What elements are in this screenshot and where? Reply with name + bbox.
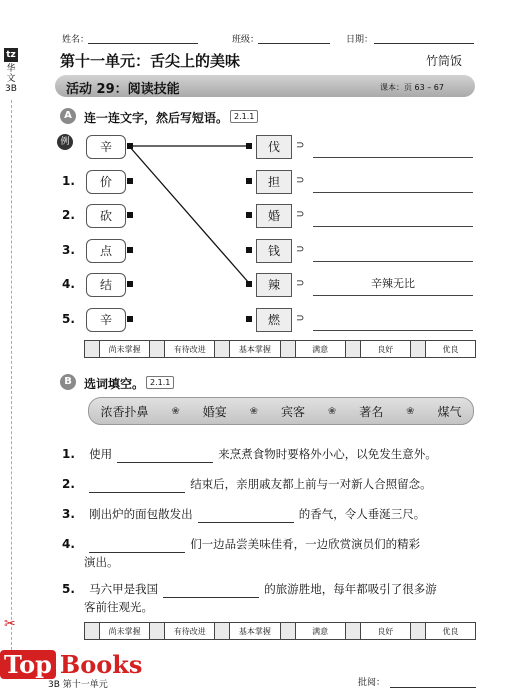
side-tag-line1: 华: [6, 64, 16, 74]
assess-label: 有待改进: [173, 344, 206, 354]
question-3: [62, 503, 482, 523]
side-tag-line3: 3B: [5, 84, 17, 94]
watermark-logo: [0, 650, 142, 679]
left-character-box: 价: [86, 170, 126, 194]
unit-title: 第十一单元：舌尖上的美味: [60, 52, 241, 70]
question-text-before: 使用: [89, 447, 113, 461]
row-number: 2.: [62, 208, 75, 222]
assess-check[interactable]: [281, 623, 296, 639]
answer-blank[interactable]: [89, 538, 185, 553]
right-character-box: 钱: [256, 239, 292, 263]
section-a-badge: A: [60, 108, 76, 124]
assess-label: 良好: [377, 344, 394, 354]
review-field[interactable]: [390, 687, 476, 688]
assess-check[interactable]: [346, 623, 361, 639]
assess-label: 优良: [442, 626, 459, 636]
question-text-before: 刚出炉的面包散发出: [89, 507, 193, 521]
assess-label: 满意: [312, 344, 329, 354]
assess-check[interactable]: [150, 623, 165, 639]
name-label: 姓名：: [62, 35, 90, 45]
word-bank-item: 浓香扑鼻: [100, 404, 149, 419]
arrow-icon: ⊃: [296, 140, 305, 151]
phrase-answer-line[interactable]: 辛辣无比: [313, 273, 473, 296]
answer-blank[interactable]: [117, 448, 213, 463]
arrow-icon: ⊃: [296, 175, 305, 186]
arrow-icon: ⊃: [296, 278, 305, 289]
arrow-icon: ⊃: [296, 209, 305, 220]
row-number: 1.: [62, 174, 75, 188]
assess-check[interactable]: [85, 623, 100, 639]
publisher-logo: tz: [4, 48, 18, 62]
assess-label: 有待改进: [173, 626, 206, 636]
question-5: [62, 578, 482, 616]
row-number: 5.: [62, 312, 75, 326]
flower-icon: ❀: [406, 405, 415, 417]
footer-review-label: 批阅：: [358, 678, 386, 688]
question-text-after: 来烹煮食物时要格外小心，以免发生意外。: [218, 447, 437, 461]
assess-check[interactable]: [85, 341, 100, 357]
word-bank: [88, 397, 474, 425]
side-tag-line2: 文: [6, 74, 16, 84]
assess-check[interactable]: [150, 341, 165, 357]
assess-check[interactable]: [411, 623, 426, 639]
flower-icon: ❀: [249, 405, 259, 417]
row-number: 4.: [62, 277, 75, 291]
question-1: [62, 443, 482, 463]
assessment-row-a: [84, 340, 476, 358]
question-text-cont: 演出。: [84, 555, 119, 569]
answer-blank[interactable]: [163, 583, 259, 598]
assess-check[interactable]: [215, 341, 230, 357]
right-character-box: 伐: [256, 135, 292, 159]
question-2: [62, 473, 482, 493]
question-number: 5.: [62, 582, 75, 596]
watermark-books: Books: [59, 650, 143, 679]
section-b-badge: B: [60, 374, 76, 390]
word-bank-item: 婚宴: [202, 404, 227, 419]
question-text-after: 们一边品尝美味佳肴，一边欣赏演员们的精彩: [190, 537, 421, 551]
question-text-after: 的香气，令人垂涎三尺。: [298, 507, 426, 521]
left-character-box: 辛: [86, 135, 126, 159]
assess-label: 基本掌握: [238, 626, 271, 636]
assess-label: 优良: [442, 344, 459, 354]
word-bank-item: 宾客: [280, 404, 305, 419]
question-number: 4.: [62, 537, 75, 551]
textbook-ref: 课本：页 63 – 67: [380, 83, 444, 92]
section-a-code: 2.1.1: [230, 110, 258, 123]
right-character-box: 辣: [256, 273, 292, 297]
assess-check[interactable]: [215, 623, 230, 639]
scissors-icon: ✂: [4, 616, 16, 632]
footer-page-label: 3B 第十一单元: [48, 680, 108, 690]
assess-check[interactable]: [346, 341, 361, 357]
arrow-icon: ⊃: [296, 244, 305, 255]
question-number: 3.: [62, 507, 75, 521]
right-character-box: 担: [256, 170, 292, 194]
watermark-top: Top: [0, 650, 56, 679]
question-4: [62, 533, 482, 571]
flower-icon: ❀: [327, 405, 337, 417]
section-b-code: 2.1.1: [146, 376, 174, 389]
left-character-box: 点: [86, 239, 126, 263]
left-character-box: 砍: [86, 204, 126, 228]
assess-label: 尚未掌握: [108, 626, 141, 636]
example-connector-diagonal: [129, 146, 249, 283]
date-label: 日期：: [346, 35, 374, 45]
left-character-box: 辛: [86, 308, 126, 332]
section-a-title: 连一连文字，然后写短语。: [84, 111, 229, 125]
assess-label: 基本掌握: [238, 344, 271, 354]
example-badge: 例: [57, 134, 73, 150]
lesson-name: 竹筒饭: [426, 54, 463, 68]
assess-label: 尚未掌握: [108, 344, 141, 354]
question-number: 1.: [62, 447, 75, 461]
answer-blank[interactable]: [89, 478, 185, 493]
section-b-title: 选词填空。: [84, 377, 145, 391]
question-text-after: 结束后，亲朋戚友都上前与一对新人合照留念。: [190, 477, 432, 491]
question-text-after: 的旅游胜地，每年都吸引了很多游: [264, 582, 437, 596]
word-bank-item: 煤气: [437, 404, 462, 419]
left-character-box: 结: [86, 273, 126, 297]
right-character-box: 婚: [256, 204, 292, 228]
arrow-icon: ⊃: [296, 313, 305, 324]
right-character-box: 燃: [256, 308, 292, 332]
question-text-cont: 客前往观光。: [84, 600, 153, 614]
assess-label: 满意: [312, 626, 329, 636]
word-bank-item: 著名: [359, 404, 384, 419]
assess-check[interactable]: [281, 341, 296, 357]
answer-blank[interactable]: [198, 508, 294, 523]
flower-icon: ❀: [171, 405, 180, 417]
assess-check[interactable]: [411, 341, 426, 357]
assess-label: 良好: [377, 626, 394, 636]
question-number: 2.: [62, 477, 75, 491]
assessment-row-b: [84, 622, 476, 640]
row-number: 3.: [62, 243, 75, 257]
class-label: 班级：: [232, 35, 260, 45]
question-text-before: 马六甲是我国: [89, 582, 159, 596]
activity-title: 活动 29：阅读技能: [66, 82, 180, 97]
